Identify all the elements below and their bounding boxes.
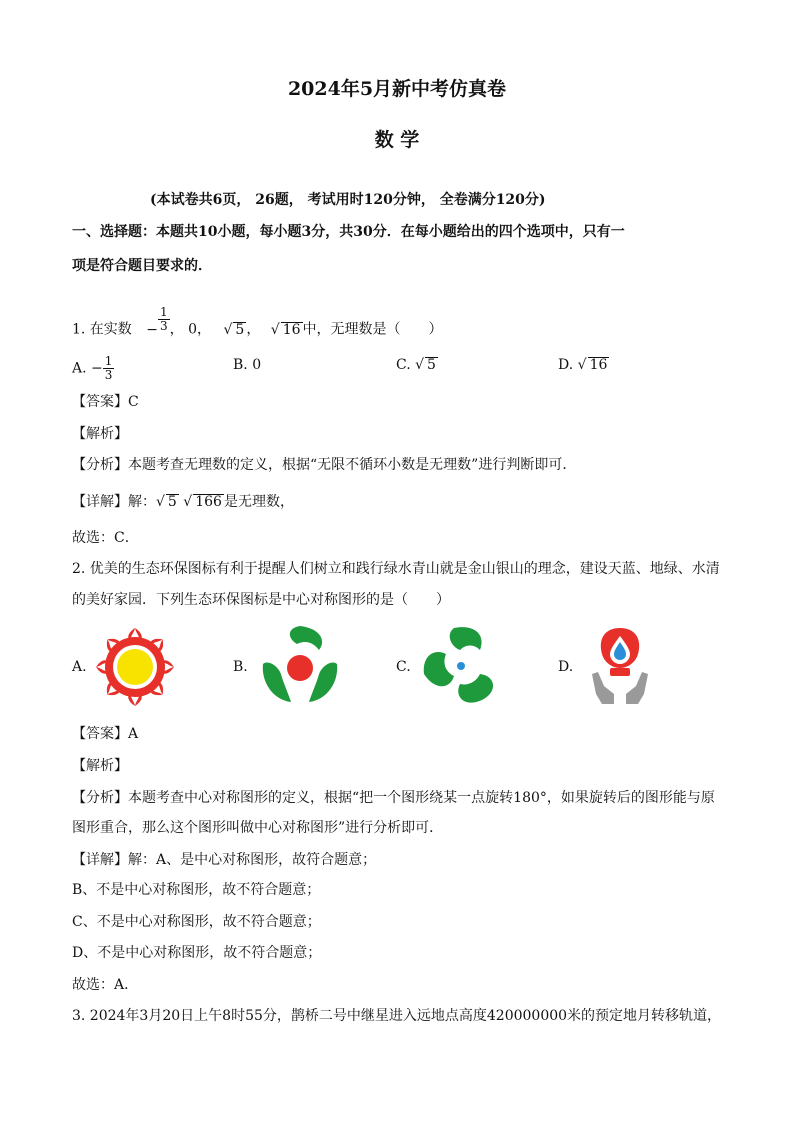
q1-fenxi: 【分析】本题考查无理数的定义，根据“无限不循环小数是无理数”进行判断即可． — [72, 457, 577, 473]
q1-choose: 故选：C． — [72, 530, 139, 546]
q1-sqrt16: 16 — [282, 321, 301, 338]
q1-option-b: B. 0 — [233, 357, 262, 373]
subject-title: 数 学 — [374, 129, 420, 151]
water-drop-hands-icon — [588, 624, 652, 708]
q2-detail-d: D、不是中心对称图形，故不符合题意； — [72, 945, 322, 961]
q1-option-a-fraction: $\frac{1}{3}$ — [104, 354, 113, 382]
q2-line1: 2. 优美的生态环保图标有利于提醒人们树立和践行绿水青山就是金山银山的理念，建设天蓝、地绿、水清 — [72, 561, 720, 577]
q2-detail-a: 【详解】解：A、是中心对称图形，故符合题意； — [72, 852, 377, 868]
q1-fraction: $\frac{1}{3}$ — [160, 305, 168, 333]
q2-answer: 【答案】A — [72, 726, 139, 742]
q1-zero: 0 — [188, 321, 198, 338]
q1-detail: 【详解】解：√ 5 √ 166 是无理数， — [72, 494, 294, 510]
q2-detail-b: B、不是中心对称图形，故不符合题意； — [72, 882, 321, 898]
q1-prefix: 1. 在实数 — [72, 321, 132, 338]
q1-option-d: D. √ 16 — [558, 357, 608, 373]
q1-suffix: 中，无理数是（ ） — [302, 321, 443, 338]
section1-line2: 项是符合题目要求的． — [72, 258, 212, 274]
q2-detail-c: C、不是中心对称图形，故不符合题意； — [72, 914, 321, 930]
q1-sqrt5: 5 — [235, 321, 245, 338]
q2-option-a-label: A. — [72, 659, 87, 675]
q1-stem: 1. 在实数 − $\frac{1}{3}$ ， 0， √ 5 ， √ 16 中，无理数是（ ） — [72, 305, 443, 338]
q2-option-d-label: D. — [558, 659, 574, 675]
q3-line1: 3. 2024年3月20日上午8时55分，鹊桥二号中继星进入远地点高度420000000米的预定地月转移轨道， — [72, 1008, 722, 1024]
green-swirl-icon — [420, 624, 504, 706]
q2-option-b-label: B. — [233, 659, 248, 675]
exam-note: (本试卷共6页， 26题， 考试用时120分钟， 全卷满分120分) — [150, 192, 546, 208]
exam-title: 2024年5月新中考仿真卷 — [287, 78, 507, 100]
q2-line2: 的美好家园．下列生态环保图标是中心对称图形的是（ ） — [72, 592, 450, 608]
q2-option-c-label: C. — [396, 659, 411, 675]
section1-line1: 一、选择题：本题共10小题，每小题3分，共30分．在每小题给出的四个选项中，只有一 — [72, 224, 625, 240]
q1-option-a: A. − $\frac{1}{3}$ — [72, 354, 113, 382]
q2-choose: 故选：A． — [72, 977, 139, 993]
q2-fenxi1: 【分析】本题考查中心对称图形的定义，根据“把一个图形绕某一点旋转180°，如果旋转后的图形能与原 — [72, 790, 715, 806]
q1-option-c: C. √ 5 — [396, 357, 436, 373]
q1-answer: 【答案】C — [72, 394, 139, 410]
green-leaves-red-dot-icon — [257, 624, 343, 706]
q2-fenxi2: 图形重合，那么这个图形叫做中心对称图形”进行分析即可． — [72, 820, 444, 836]
q2-analysis-tag: 【解析】 — [72, 758, 128, 774]
q1-analysis-tag: 【解析】 — [72, 426, 128, 442]
sun-emblem-icon — [94, 626, 176, 708]
